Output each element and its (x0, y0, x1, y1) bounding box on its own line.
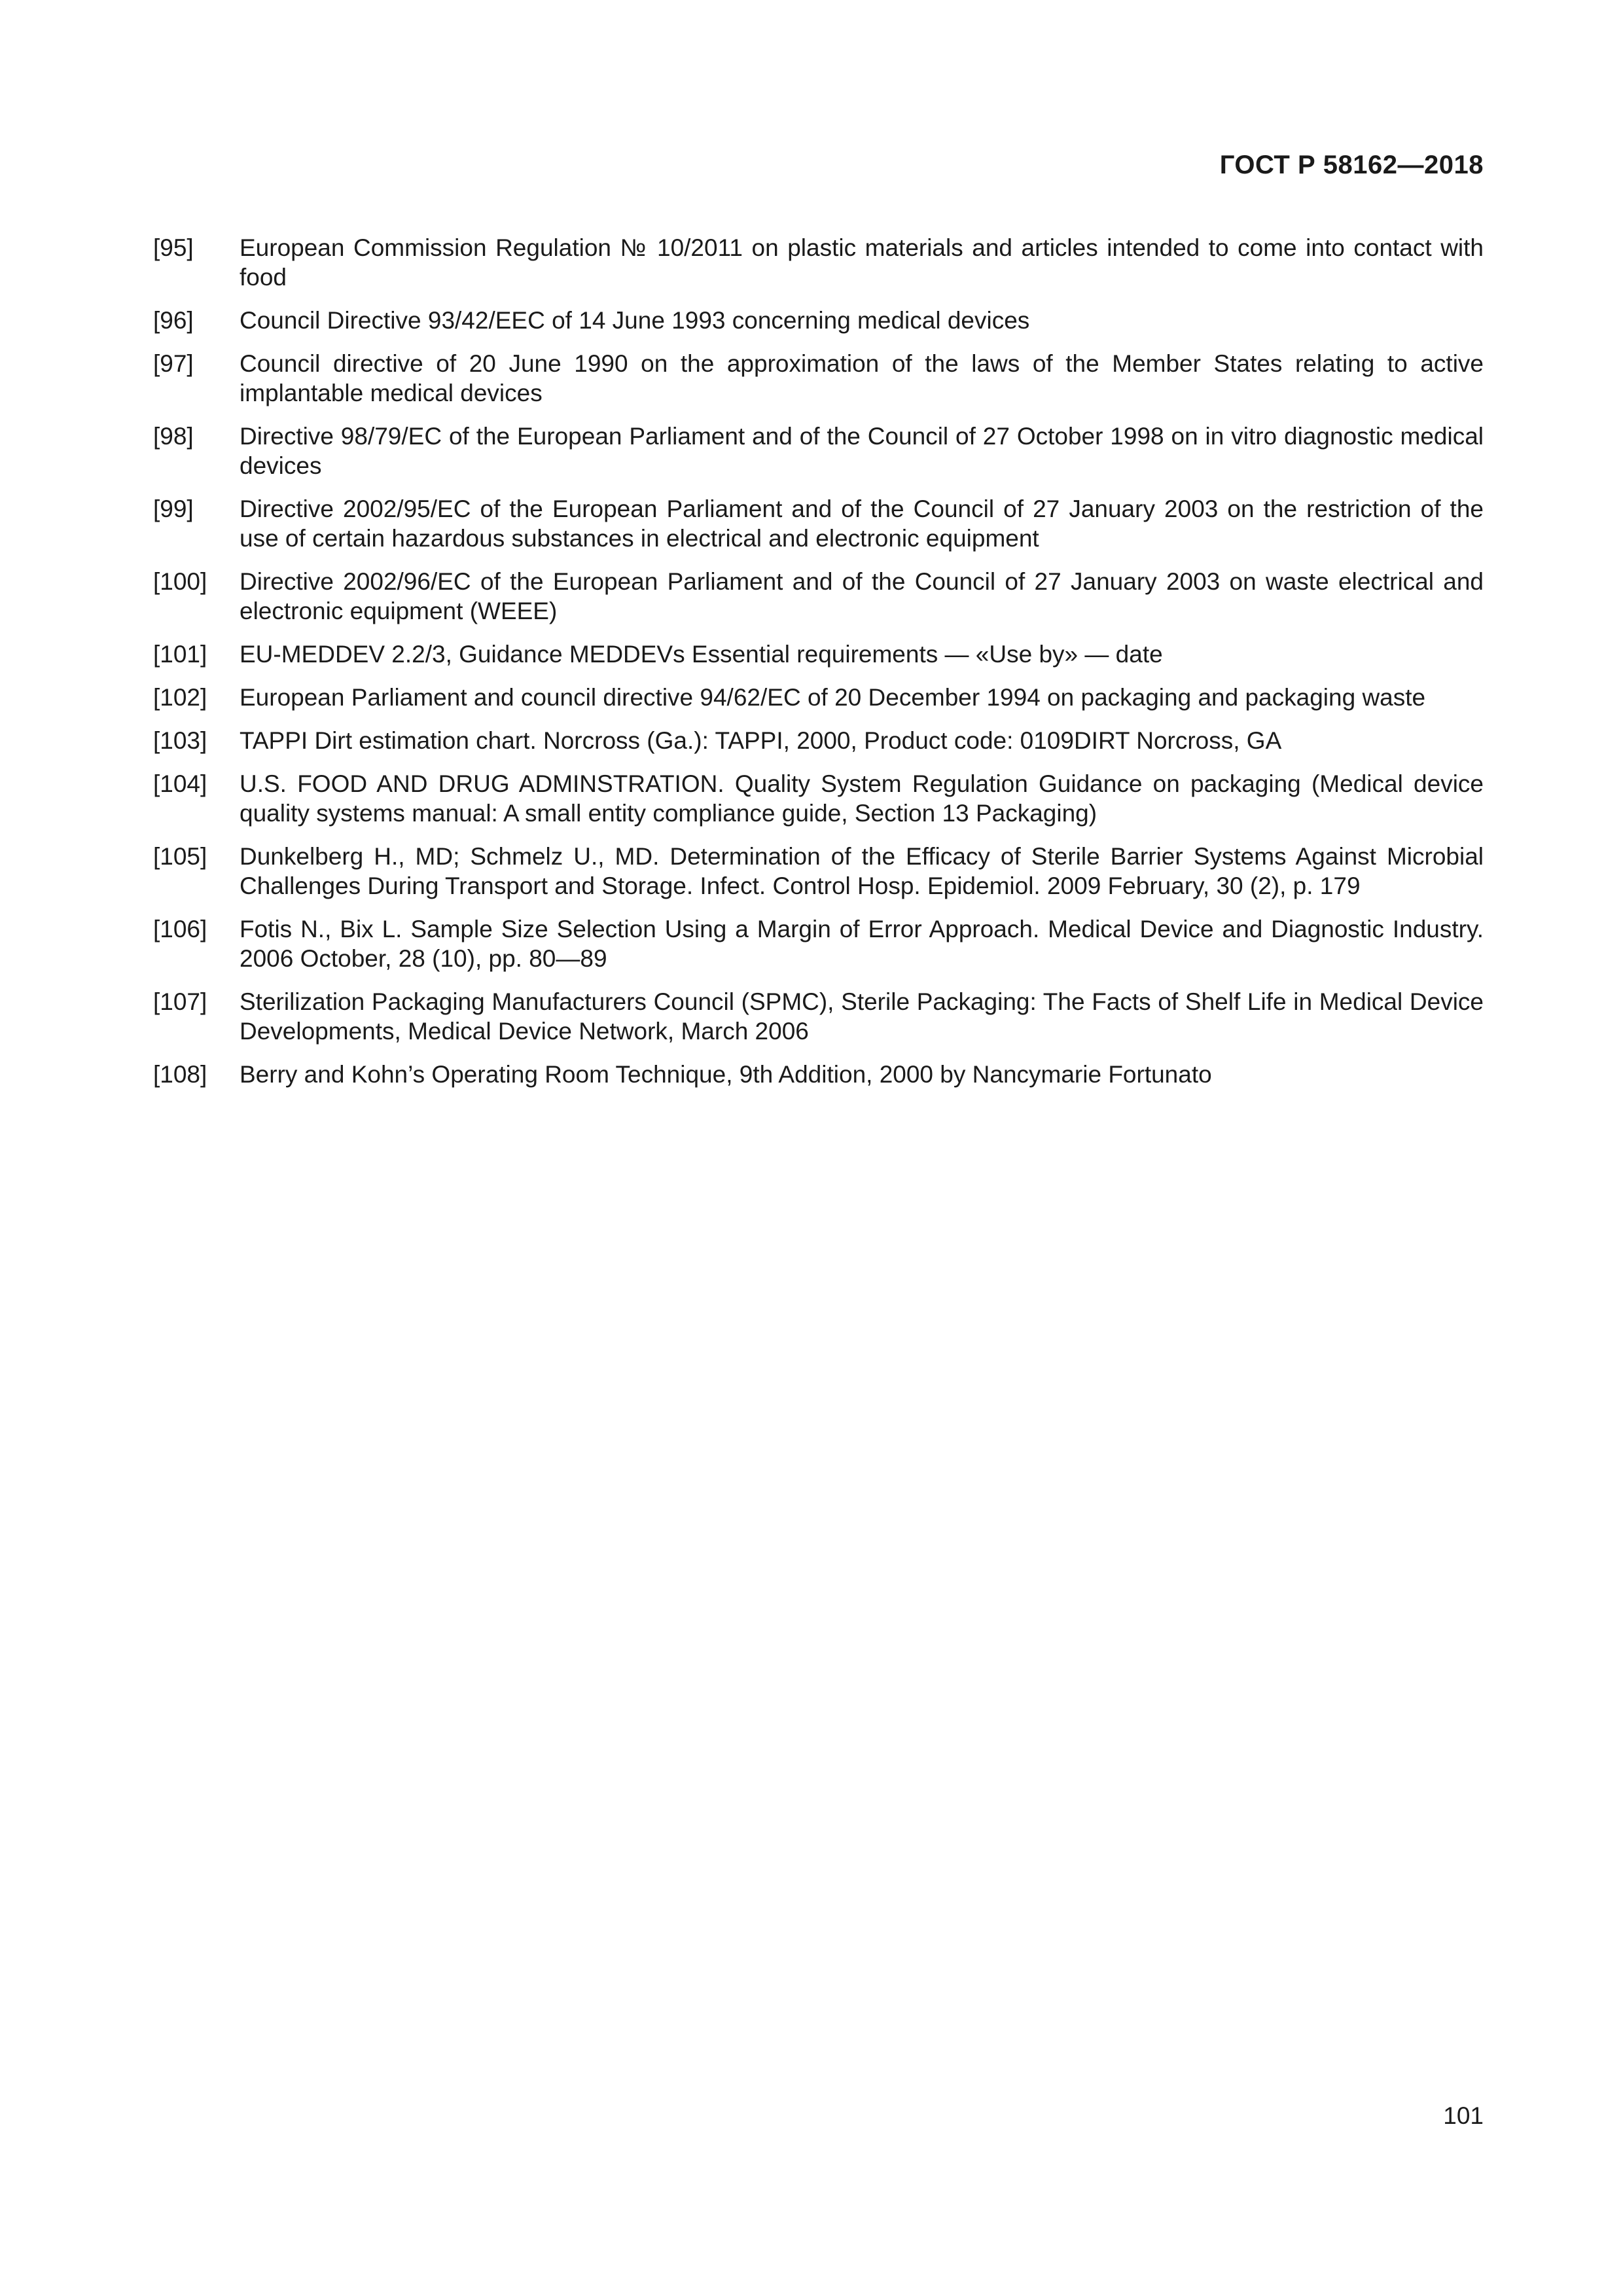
page-number: 101 (1443, 2102, 1484, 2129)
reference-text: Sterilization Packaging Manufacturers Council (SPMC), Sterile Packaging: The Facts of Shelf Life in Medical Device Developments, Medical Device Network, March 2006 (240, 988, 1484, 1045)
reference-number: [100] (153, 568, 207, 595)
reference-text: Fotis N., Bix L. Sample Size Selection Using a Margin of Error Approach. Medical Device and Diagnostic Industry. 2006 October, 28 (10), pp. 80—89 (240, 916, 1484, 972)
reference-item (153, 769, 1484, 828)
reference-item (153, 349, 1484, 408)
reference-text: European Commission Regulation № 10/2011 on plastic materials and articles intended to come into contact with food (240, 234, 1484, 291)
reference-item (153, 842, 1484, 901)
reference-text: Council directive of 20 June 1990 on the approximation of the laws of the Member States relating to active implantable medical devices (240, 350, 1484, 406)
reference-text: EU-MEDDEV 2.2/3, Guidance MEDDEVs Essential requirements — «Use by» — date (240, 641, 1163, 668)
reference-number: [104] (153, 770, 207, 797)
reference-text: Berry and Kohn’s Operating Room Technique, 9th Addition, 2000 by Nancymarie Fortunato (240, 1061, 1212, 1088)
bibliography-list (153, 233, 1484, 1103)
reference-text: TAPPI Dirt estimation chart. Norcross (Ga.): TAPPI, 2000, Product code: 0109DIRT Norcross, GA (240, 727, 1282, 754)
reference-text: Council Directive 93/42/EEC of 14 June 1993 concerning medical devices (240, 307, 1030, 334)
reference-text: Dunkelberg H., MD; Schmelz U., MD. Determination of the Efficacy of Sterile Barrier Systems Against Microbial Challenges During Transport and Storage. Infect. Control Hosp. Epidemiol. 2009 February, 30 (2), p. 179 (240, 843, 1484, 899)
reference-number: [105] (153, 843, 207, 870)
document-standard-header: ГОСТ Р 58162—2018 (1219, 151, 1484, 179)
reference-number: [107] (153, 988, 207, 1015)
reference-item (153, 726, 1484, 755)
reference-item (153, 494, 1484, 553)
reference-number: [101] (153, 641, 207, 668)
reference-item (153, 306, 1484, 335)
reference-number: [96] (153, 307, 194, 334)
reference-item (153, 567, 1484, 626)
reference-number: [97] (153, 350, 194, 377)
reference-number: [95] (153, 234, 194, 261)
reference-text: Directive 2002/95/EC of the European Parliament and of the Council of 27 January 2003 on the restriction of the use of certain hazardous substances in electrical and electronic equipment (240, 495, 1484, 552)
reference-item (153, 683, 1484, 712)
reference-number: [108] (153, 1061, 207, 1088)
reference-text: Directive 2002/96/EC of the European Parliament and of the Council of 27 January 2003 on waste electrical and electronic equipment (WEEE) (240, 568, 1484, 624)
reference-item (153, 422, 1484, 480)
reference-number: [106] (153, 916, 207, 942)
reference-text: European Parliament and council directive 94/62/EC of 20 December 1994 on packaging and packaging waste (240, 684, 1426, 711)
reference-text: Directive 98/79/EC of the European Parliament and of the Council of 27 October 1998 on in vitro diagnostic medical devices (240, 423, 1484, 479)
reference-number: [102] (153, 684, 207, 711)
reference-item (153, 987, 1484, 1046)
reference-item (153, 914, 1484, 973)
reference-text: U.S. FOOD AND DRUG ADMINSTRATION. Quality System Regulation Guidance on packaging (Medical device quality systems manual: A small entity compliance guide, Section 13 Packaging) (240, 770, 1484, 827)
reference-number: [98] (153, 423, 194, 450)
reference-item (153, 1060, 1484, 1089)
reference-item (153, 233, 1484, 292)
reference-number: [99] (153, 495, 194, 522)
reference-item (153, 639, 1484, 669)
reference-number: [103] (153, 727, 207, 754)
